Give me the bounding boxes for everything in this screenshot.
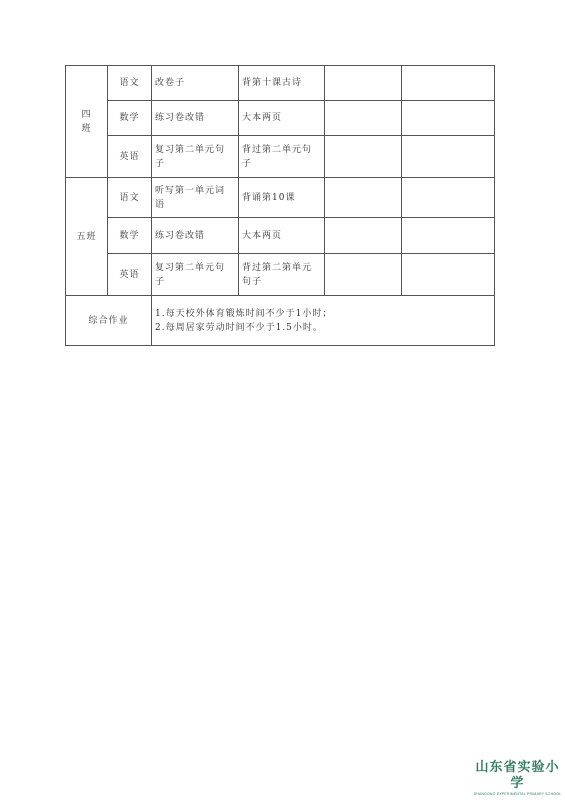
task-line: 子 — [155, 158, 166, 169]
summary-content-cell — [152, 296, 495, 346]
table-row — [66, 101, 495, 136]
table-row — [66, 66, 495, 101]
task-cell: 大本两页 — [239, 101, 325, 136]
task-line: 听写第一单元词 — [155, 185, 226, 196]
empty-cell — [402, 254, 495, 296]
class-name-cell: 五班 — [66, 178, 108, 296]
table-row — [66, 136, 495, 178]
task-cell — [239, 136, 325, 178]
subject-cell: 数学 — [108, 218, 152, 254]
class-name-line: 班 — [81, 123, 92, 134]
summary-label-cell: 综合作业 — [66, 296, 152, 346]
empty-cell — [325, 66, 402, 101]
empty-cell — [402, 178, 495, 218]
task-cell: 练习卷改错 — [152, 101, 239, 136]
empty-cell — [325, 254, 402, 296]
empty-cell — [325, 101, 402, 136]
task-cell: 背第十课古诗 — [239, 66, 325, 101]
empty-cell — [325, 136, 402, 178]
task-cell: 背诵第10课 — [239, 178, 325, 218]
task-cell: 大本两页 — [239, 218, 325, 254]
subject-cell: 数学 — [108, 101, 152, 136]
empty-cell — [402, 136, 495, 178]
class-name-line: 四 — [81, 109, 92, 120]
task-line: 子 — [242, 158, 253, 169]
table-row — [66, 296, 495, 346]
class-name-cell — [66, 66, 108, 178]
task-cell — [152, 136, 239, 178]
subject-cell: 英语 — [108, 254, 152, 296]
table-row — [66, 254, 495, 296]
empty-cell — [325, 178, 402, 218]
empty-cell — [402, 218, 495, 254]
subject-cell: 英语 — [108, 136, 152, 178]
table-row — [66, 218, 495, 254]
task-line: 句子 — [242, 276, 263, 287]
homework-table — [65, 65, 495, 346]
task-line: 复习第二单元句 — [155, 262, 226, 273]
subject-cell: 语文 — [108, 66, 152, 101]
task-cell — [152, 178, 239, 218]
task-line: 子 — [155, 276, 166, 287]
table-row — [66, 178, 495, 218]
empty-cell — [402, 101, 495, 136]
task-line: 背过第二单元句 — [242, 144, 313, 155]
summary-line: 1.每天校外体育锻炼时间不少于1小时； — [155, 308, 333, 319]
task-line: 复习第二单元句 — [155, 144, 226, 155]
task-line: 语 — [155, 199, 166, 210]
empty-cell — [325, 218, 402, 254]
task-line: 背过第二第单元 — [242, 262, 313, 273]
task-cell: 改卷子 — [152, 66, 239, 101]
empty-cell — [402, 66, 495, 101]
task-cell — [239, 254, 325, 296]
task-cell: 练习卷改错 — [152, 218, 239, 254]
summary-line: 2.每周居家劳动时间不少于1.5小时。 — [155, 322, 323, 333]
school-logo-english: SHANDONG EXPERIMENTAL PRIMARY SCHOOL — [473, 792, 562, 796]
school-logo — [470, 760, 565, 795]
task-cell — [152, 254, 239, 296]
school-logo-name: 山东省实验小学 — [475, 760, 560, 791]
subject-cell: 语文 — [108, 178, 152, 218]
